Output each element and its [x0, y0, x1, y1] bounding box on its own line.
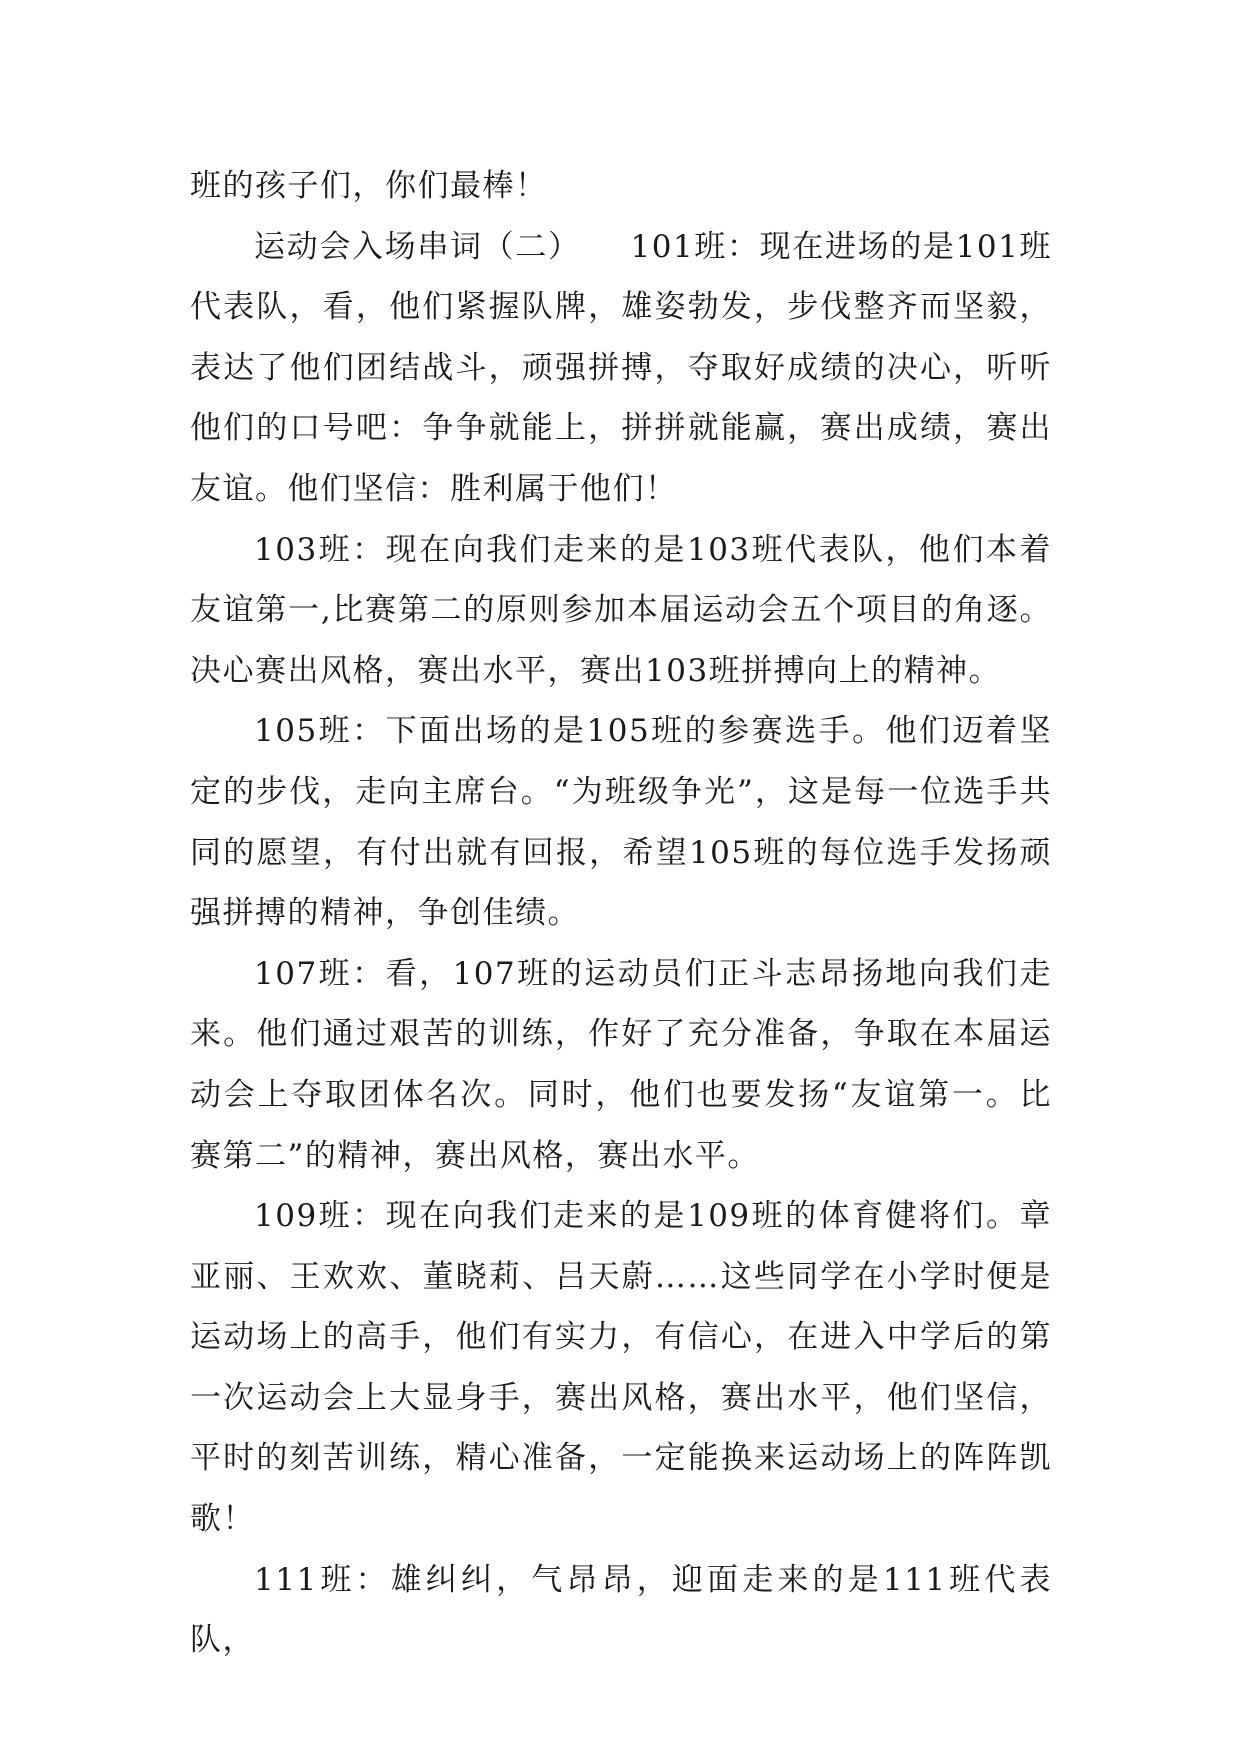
- document-body: [190, 156, 1052, 1671]
- paragraph-4: 105班：下面出场的是105班的参赛选手。他们迈着坚定的步伐，走向主席台。“为班级争光”，这是每一位选手共同的愿望，有付出就有回报，希望105班的每位选手发扬顽强拼搏的精神，争创佳绩。: [190, 713, 1052, 932]
- paragraph-2: 运动会入场串词（二） 101班：现在进场的是101班代表队，看，他们紧握队牌，雄姿勃发，步伐整齐而坚毅，表达了他们团结战斗，顽强拼搏，夺取好成绩的决心，听听他们的口号吧：争争就能上，拼拼就能赢，赛出成绩，赛出友谊。他们坚信：胜利属于他们！: [190, 228, 1052, 507]
- paragraph-6: 109班：现在向我们走来的是109班的体育健将们。章亚丽、王欢欢、董晓莉、吕天蔚……这些同学在小学时便是运动场上的高手，他们有实力，有信心，在进入中学后的第一次运动会上大显身手，赛出风格，赛出水平，他们坚信，平时的刻苦训练，精心准备，一定能换来运动场上的阵阵凯歌！: [190, 1198, 1052, 1538]
- paragraph-7: 111班：雄纠纠，气昂昂，迎面走来的是111班代表队，: [190, 1561, 1052, 1659]
- paragraph-1: 班的孩子们，你们最棒！: [190, 168, 548, 204]
- paragraph-3: 103班：现在向我们走来的是103班代表队，他们本着友谊第一,比赛第二的原则参加本届运动会五个项目的角逐。决心赛出风格，赛出水平，赛出103班拼搏向上的精神。: [190, 531, 1052, 689]
- paragraph-5: 107班：看，107班的运动员们正斗志昂扬地向我们走来。他们通过艰苦的训练，作好了充分准备，争取在本届运动会上夺取团体名次。同时，他们也要发扬“友谊第一。比赛第二”的精神，赛出风格，赛出水平。: [190, 955, 1052, 1174]
